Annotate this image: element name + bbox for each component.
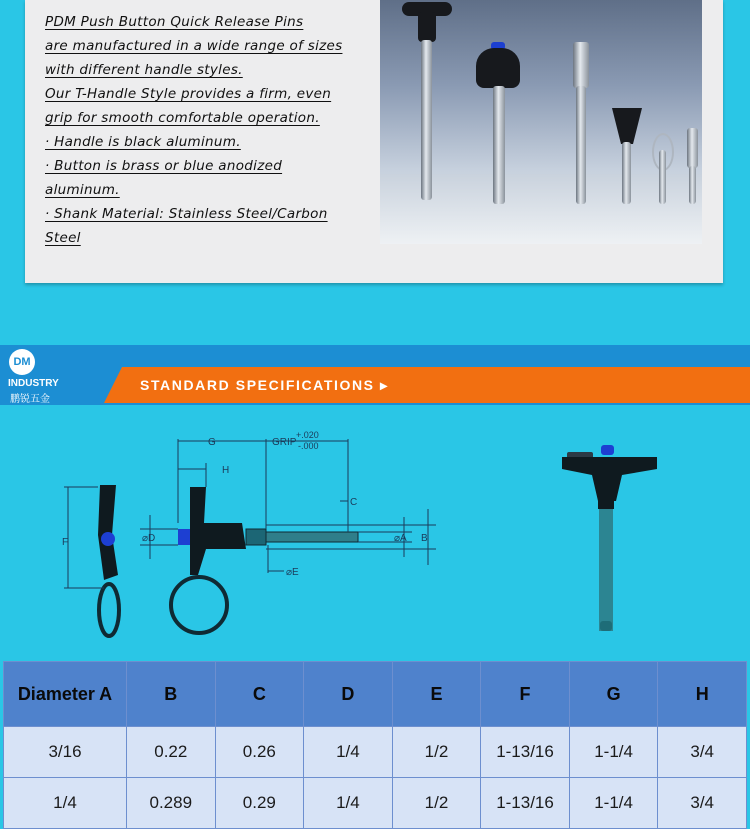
table-cell: 1-13/16 xyxy=(481,727,570,778)
table-row xyxy=(4,778,747,829)
technical-drawing xyxy=(0,405,750,660)
label-grip: GRIP xyxy=(272,437,297,448)
table-row xyxy=(4,727,747,778)
pin-shank xyxy=(622,142,631,204)
table-cell: 1/2 xyxy=(392,778,481,829)
label-c: C xyxy=(350,497,358,508)
main-shank xyxy=(266,532,358,542)
company-logo xyxy=(4,347,66,403)
logo-text: INDUSTRY xyxy=(8,378,59,389)
specs-title: STANDARD SPECIFICATIONS ▸ xyxy=(140,377,389,393)
table-cell: 1/4 xyxy=(304,727,393,778)
main-collar xyxy=(246,529,266,545)
intro-card xyxy=(25,0,723,283)
intro-description xyxy=(45,10,365,250)
table-cell: 1-1/4 xyxy=(569,727,658,778)
table-cell: 1-1/4 xyxy=(569,778,658,829)
pin-head xyxy=(687,128,698,168)
label-tol-plus: +.020 xyxy=(296,430,319,440)
label-d: ⌀D xyxy=(142,533,156,544)
main-handle xyxy=(190,487,246,575)
label-g: G xyxy=(208,437,216,448)
intro-line: Our T-Handle Style provides a firm, even xyxy=(45,86,332,102)
logo-mark: DM xyxy=(9,349,35,375)
specs-table xyxy=(3,661,747,829)
main-button xyxy=(178,529,190,545)
intro-line: aluminum. xyxy=(45,182,120,198)
intro-line: are manufactured in a wide range of sizes xyxy=(45,38,343,54)
pin-shank xyxy=(689,166,696,204)
label-f: F xyxy=(62,537,69,548)
column-header: H xyxy=(658,662,747,727)
intro-line: Steel xyxy=(45,230,81,246)
table-cell: 1/2 xyxy=(392,727,481,778)
table-header-row xyxy=(4,662,747,727)
intro-line: grip for smooth comfortable operation. xyxy=(45,110,320,126)
pin-shank xyxy=(659,150,666,204)
pin-handle xyxy=(476,48,520,88)
intro-line: PDM Push Button Quick Release Pins xyxy=(45,14,304,30)
side-button xyxy=(101,532,115,546)
label-b: B xyxy=(421,533,428,544)
intro-line: with different handle styles. xyxy=(45,62,243,78)
side-ring xyxy=(99,584,119,636)
table-cell: 0.26 xyxy=(215,727,304,778)
table-cell: 0.29 xyxy=(215,778,304,829)
logo-subtext: 鹏锐五金 xyxy=(10,394,50,405)
column-header: G xyxy=(569,662,658,727)
table-cell: 3/16 xyxy=(4,727,127,778)
label-a: ⌀A xyxy=(394,533,407,544)
pin-shank xyxy=(576,86,586,204)
table-cell: 3/4 xyxy=(658,727,747,778)
label-h: H xyxy=(222,465,230,476)
column-header: D xyxy=(304,662,393,727)
intro-section xyxy=(0,0,750,345)
product-photo xyxy=(380,0,702,244)
pin-head xyxy=(573,42,589,88)
label-e: ⌀E xyxy=(286,567,299,578)
column-header: F xyxy=(481,662,570,727)
table-cell: 0.289 xyxy=(127,778,216,829)
column-header: B xyxy=(127,662,216,727)
pin-shank xyxy=(421,40,432,200)
pin-handle xyxy=(612,108,642,144)
table-cell: 1/4 xyxy=(4,778,127,829)
column-header: E xyxy=(392,662,481,727)
label-tol-minus: -.000 xyxy=(298,441,319,451)
main-ring xyxy=(171,577,227,633)
pin-handle-neck xyxy=(418,12,436,42)
table-cell: 1-13/16 xyxy=(481,778,570,829)
table-cell: 0.22 xyxy=(127,727,216,778)
intro-line: · Handle is black aluminum. xyxy=(45,134,241,150)
product-render xyxy=(562,445,657,631)
intro-line: · Button is brass or blue anodized xyxy=(45,158,283,174)
table-cell: 3/4 xyxy=(658,778,747,829)
table-cell: 1/4 xyxy=(304,778,393,829)
column-header: C xyxy=(215,662,304,727)
intro-line: · Shank Material: Stainless Steel/Carbon xyxy=(45,206,328,222)
column-header: Diameter A xyxy=(4,662,127,727)
pin-shank xyxy=(493,86,505,204)
drawing-svg xyxy=(0,405,750,660)
